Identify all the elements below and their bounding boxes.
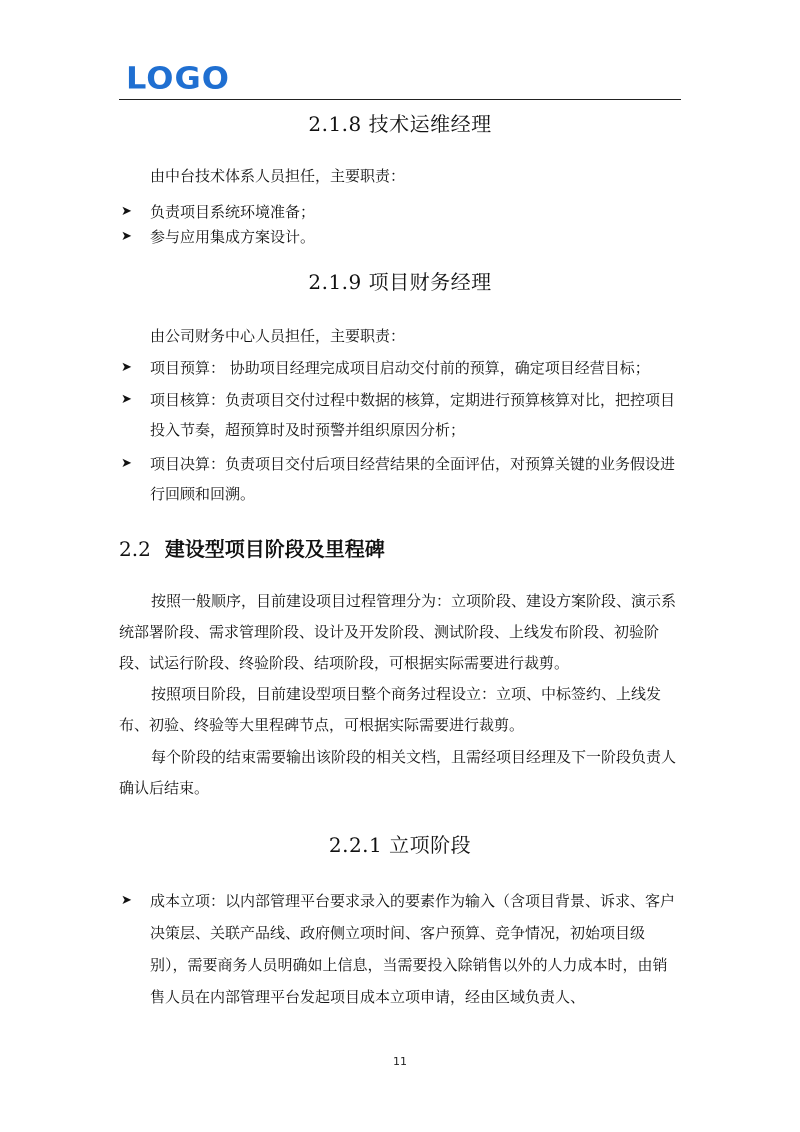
list-item: ➤ 成本立项：以内部管理平台要求录入的要素作为输入（含项目背景、诉求、客户决策层、关联产品线、政府侧立项时间、客户预算、竞争情况，初始项目级别），需要商务人员明确如上信息，当需要投入除销售以外的人力成本时，由销售人员在内部管理平台发起项目成本立项申请，经由区域负责人、: [119, 885, 681, 1013]
logo: LOGO: [126, 59, 230, 97]
list-item: ➤ 参与应用集成方案设计。: [119, 222, 681, 252]
paragraph: 按照一般顺序，目前建设项目过程管理分为：立项阶段、建设方案阶段、演示系统部署阶段、需求管理阶段、设计及开发阶段、测试阶段、上线发布阶段、初验阶段、试运行阶段、终验阶段、结项阶段，可根据实际需要进行裁剪。: [119, 592, 677, 672]
heading-2-1-9: 2.1.9 项目财务经理: [308, 270, 492, 294]
intro-2-1-9: 由公司财务中心人员担任，主要职责：: [150, 327, 406, 345]
arrow-bullet-icon: ➤: [121, 893, 132, 908]
paragraph: 每个阶段的结束需要输出该阶段的相关文档，且需经项目经理及下一阶段负责人确认后结束。: [119, 748, 677, 797]
header-rule: [119, 99, 681, 100]
intro-2-1-8: 由中台技术体系人员担任，主要职责：: [150, 167, 406, 185]
heading-text: 建设型项目阶段及里程碑: [164, 537, 385, 561]
heading-number: 2.2: [119, 537, 151, 561]
heading-2-2-1: 2.2.1 立项阶段: [328, 833, 472, 857]
arrow-bullet-icon: ➤: [121, 229, 132, 244]
list-item: ➤ 项目预算： 协助项目经理完成项目启动交付前的预算，确定项目经营目标；: [119, 353, 681, 383]
arrow-bullet-icon: ➤: [121, 204, 132, 219]
arrow-bullet-icon: ➤: [121, 360, 132, 375]
page-number: 11: [393, 1055, 407, 1068]
paragraph: 按照项目阶段，目前建设型项目整个商务过程设立：立项、中标签约、上线发布、初验、终验等大里程碑节点，可根据实际需要进行裁剪。: [119, 685, 662, 734]
heading-2-2: [119, 535, 385, 563]
heading-2-1-8: 2.1.8 技术运维经理: [308, 112, 492, 136]
arrow-bullet-icon: ➤: [121, 456, 132, 471]
list-item: ➤ 负责项目系统环境准备；: [119, 197, 681, 227]
list-item: ➤ 项目核算：负责项目交付过程中数据的核算，定期进行预算核算对比，把控项目投入节奏，超预算时及时预警并组织原因分析；: [119, 385, 681, 445]
arrow-bullet-icon: ➤: [121, 392, 132, 407]
list-item: ➤ 项目决算：负责项目交付后项目经营结果的全面评估，对预算关键的业务假设进行回顾和回溯。: [119, 449, 681, 509]
